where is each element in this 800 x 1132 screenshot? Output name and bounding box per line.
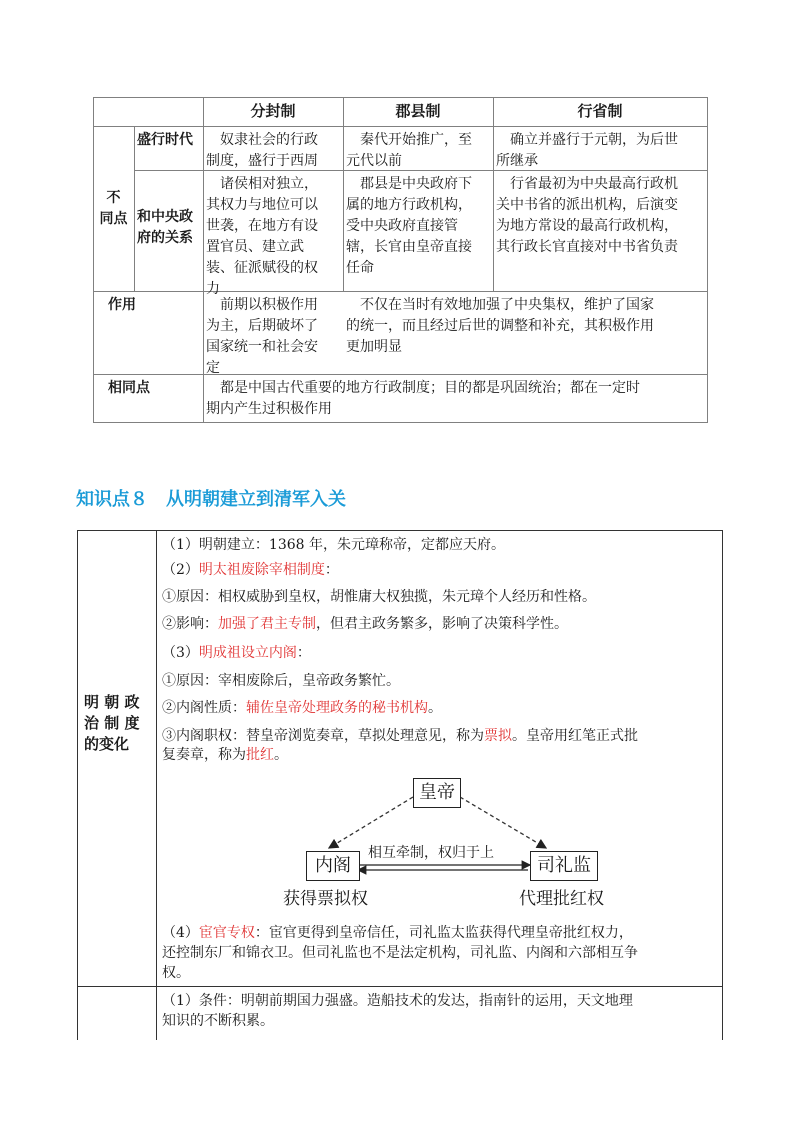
row-label-ming-politics: 明 朝 政 治 制 度 的变化	[84, 693, 140, 753]
row-label-effect: 作用	[108, 297, 136, 313]
emperor-box: 皇帝	[413, 778, 461, 808]
group-label-differences: 不 同点	[99, 190, 128, 227]
cell-common: 都是中国古代重要的地方行政制度；目的都是巩固统治；都在一定时 期内产生过积极作用	[206, 380, 640, 417]
text-line-5: （3）明成祖设立内阁：	[162, 645, 311, 661]
text-line-3: ①原因：相权威胁到皇权，胡惟庸大权独揽，朱元璋个人经历和性格。	[162, 589, 596, 605]
text-line-14: 知识的不断积累。	[162, 1013, 274, 1029]
cell-relation-xingsheng: 行省最初为中央最高行政机 关中书省的派出机构，后演变 为地方常设的最高行政机构， 其行政长官直接对中书省负责	[496, 176, 678, 255]
text-line-11: 还控制东厂和锦衣卫。但司礼监也不是法定机构，司礼监、内阁和六部相互争	[162, 945, 638, 961]
liji-caption: 代理批红权	[519, 889, 604, 909]
text-line-2: （2）明太祖废除宰相制度：	[162, 562, 339, 578]
cell-relation-junxian: 郡县是中央政府下 属的地方行政机构， 受中央政府直接管 辖，长官由皇帝直接 任命	[346, 176, 472, 276]
cell-era-fenfeng: 奴隶社会的行政 制度，盛行于西周	[206, 132, 318, 169]
text-line-12: 权。	[162, 965, 190, 981]
row-label-relation: 和中央政 府的关系	[137, 209, 193, 246]
text-line-9: 复奏章，称为批红。	[162, 747, 288, 763]
header-junxian: 郡县制	[395, 102, 441, 120]
text-line-13: （1）条件：明朝前期国力强盛。造船技术的发达，指南针的运用，天文地理	[162, 993, 633, 1009]
cabinet-box: 内阁	[306, 851, 360, 881]
cell-era-junxian: 秦代开始推广，至 元代以前	[346, 132, 472, 169]
mutual-check-label: 相互牵制，权归于上	[368, 845, 494, 861]
header-xingsheng: 行省制	[577, 102, 623, 120]
liji-box: 司礼监	[530, 851, 598, 881]
cell-effect-others: 不仅在当时有效地加强了中央集权，维护了国家 的统一，而且经过后世的调整和补充，其积极作用 更加明显	[346, 297, 654, 355]
text-line-10: （4）宦官专权：宦官更得到皇帝信任，司礼监太监获得代理皇帝批红权力，	[162, 925, 633, 941]
cell-relation-fenfeng: 诸侯相对独立， 其权力与地位可以 世袭，在地方有设 置官员、建立武 装、征派赋役的权 力	[206, 176, 318, 297]
section-title: 知识点８ 从明朝建立到清军入关	[76, 489, 346, 510]
cabinet-caption: 获得票拟权	[283, 889, 368, 909]
cell-era-xingsheng: 确立并盛行于元朝，为后世 所继承	[496, 132, 678, 169]
text-line-6: ①原因：宰相废除后，皇帝政务繁忙。	[162, 673, 400, 689]
row-label-era: 盛行时代	[137, 132, 193, 148]
row-label-common: 相同点	[108, 380, 150, 396]
header-fenfeng: 分封制	[250, 102, 296, 120]
text-line-4: ②影响：加强了君主专制，但君主政务繁多，影响了决策科学性。	[162, 616, 568, 632]
cell-effect-fenfeng: 前期以积极作用 为主，后期破坏了 国家统一和社会安 定	[206, 297, 318, 376]
text-line-1: （1）明朝建立：1368 年，朱元璋称帝，定都应天府。	[162, 537, 505, 553]
text-line-8: ③内阁职权：替皇帝浏览奏章，草拟处理意见，称为票拟。皇帝用红笔正式批	[162, 728, 638, 744]
text-line-7: ②内阁性质：辅佐皇帝处理政务的秘书机构。	[162, 700, 442, 716]
